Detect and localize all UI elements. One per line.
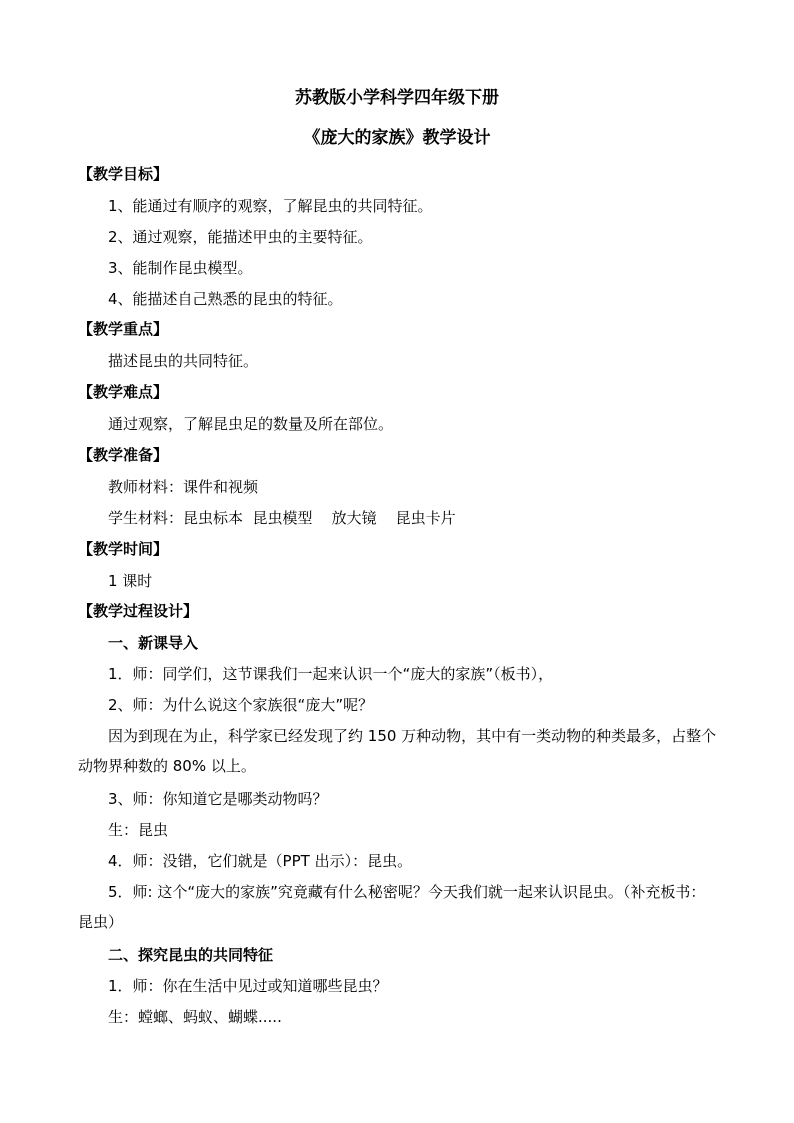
section-heading-difficulties: 【教学难点】 [78, 383, 169, 401]
preparation-student: 学生材料：昆虫标本 昆虫模型 放大镜 昆虫卡片 [108, 509, 456, 527]
objective-item: 2、通过观察，能描述甲虫的主要特征。 [108, 228, 373, 246]
objective-item: 1、能通过有顺序的观察，了解昆虫的共同特征。 [108, 197, 433, 215]
process-line: 2、师：为什么说这个家族很“庞大”呢？ [108, 696, 374, 714]
process-line: 1．师：同学们，这节课我们一起来认识一个“庞大的家族”（板书）， [108, 665, 554, 683]
section-heading-objectives: 【教学目标】 [78, 165, 169, 183]
process-line: 生：昆虫 [108, 821, 169, 839]
process-line: 3、师：你知道它是哪类动物吗？ [108, 790, 328, 808]
document-title: 苏教版小学科学四年级下册 [295, 88, 499, 108]
process-line: 1．师：你在生活中见过或知道哪些昆虫？ [108, 977, 388, 995]
time-text: 1 课时 [108, 572, 153, 590]
section-heading-key-points: 【教学重点】 [78, 320, 169, 338]
key-points-text: 描述昆虫的共同特征。 [108, 352, 259, 370]
process-line: 4．师：没错，它们就是（PPT 出示）：昆虫。 [108, 852, 413, 870]
difficulties-text: 通过观察，了解昆虫足的数量及所在部位。 [108, 415, 394, 433]
objective-item: 4、能描述自己熟悉的昆虫的特征。 [108, 290, 343, 308]
section-heading-time: 【教学时间】 [78, 540, 169, 558]
process-paragraph: 5．师: 这个“庞大的家族”究竟藏有什么秘密呢？今天我们就一起来认识昆虫。（补充板书：昆虫） [78, 883, 706, 931]
section-heading-preparation: 【教学准备】 [78, 446, 169, 464]
process-part2-title: 二、探究昆虫的共同特征 [108, 946, 274, 964]
objective-item: 3、能制作昆虫模型。 [108, 259, 253, 277]
process-line: 生：螳螂、蚂蚁、蝴蝶..... [108, 1008, 282, 1026]
document-subtitle: 《庞大的家族》教学设计 [303, 128, 491, 148]
section-heading-process: 【教学过程设计】 [78, 602, 199, 620]
process-part1-title: 一、新课导入 [108, 634, 199, 652]
preparation-teacher: 教师材料：课件和视频 [108, 478, 259, 496]
process-paragraph: 因为到现在为止，科学家已经发现了约 150 万种动物，其中有一类动物的种类最多，占整个动物界种数的 80% 以上。 [78, 727, 717, 775]
